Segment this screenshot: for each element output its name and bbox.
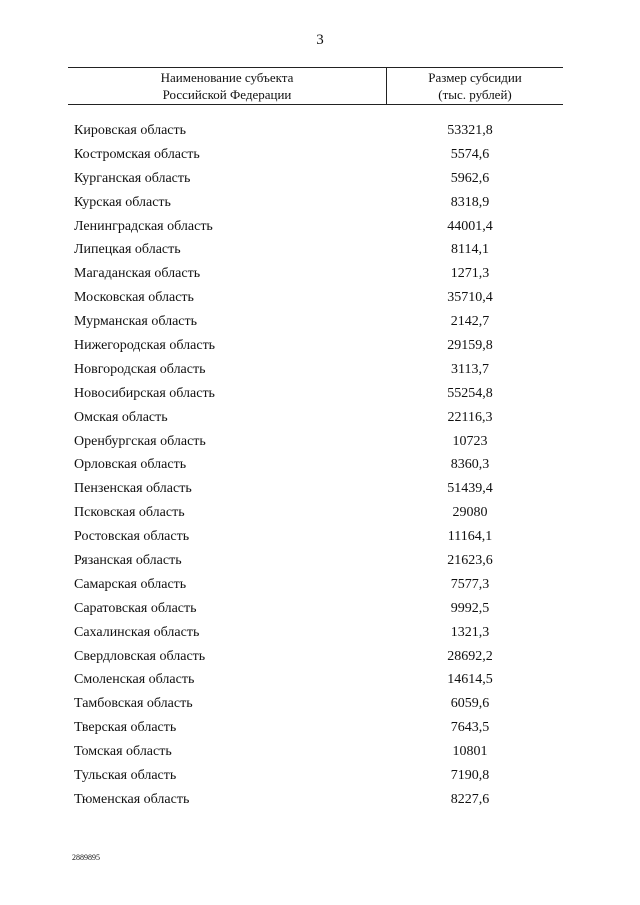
region-name: Ростовская область (74, 529, 190, 545)
subsidy-value: 7577,3 (450, 576, 490, 592)
table-row (74, 788, 563, 812)
table-row (74, 668, 563, 692)
region-name: Нижегородская область (74, 337, 216, 353)
table-row (74, 238, 563, 262)
subsidy-value: 22116,3 (447, 409, 493, 425)
table-row (74, 764, 563, 788)
region-name: Оренбургская область (74, 433, 206, 449)
subsidy-value: 5574,6 (450, 146, 490, 162)
table-row (74, 382, 563, 406)
region-name: Новосибирская область (74, 385, 215, 401)
table-row (74, 525, 563, 549)
subsidy-value: 7190,8 (450, 767, 490, 783)
table-body (74, 119, 563, 812)
region-name: Новгородская область (74, 361, 206, 377)
subsidy-value: 44001,4 (447, 218, 493, 234)
region-name: Сахалинская область (74, 624, 200, 640)
region-name: Курская область (74, 194, 171, 210)
region-name: Омская область (74, 409, 168, 425)
header-subsidy-amount (387, 68, 563, 104)
subsidy-value: 51439,4 (447, 481, 493, 497)
subsidy-value: 8360,3 (450, 457, 490, 473)
region-name: Костромская область (74, 146, 200, 162)
region-name: Тверская область (74, 720, 177, 736)
subsidy-value: 1321,3 (450, 624, 490, 640)
header-region-line1: Наименование субъекта (160, 70, 294, 85)
table-row (74, 597, 563, 621)
table-row (74, 621, 563, 645)
subsidy-value: 8318,9 (450, 194, 490, 210)
subsidy-value: 35710,4 (447, 290, 493, 306)
subsidy-value: 29159,8 (447, 337, 493, 353)
subsidy-value: 14614,5 (447, 672, 493, 688)
region-name: Магаданская область (74, 266, 201, 282)
document-code: 2889895 (72, 853, 100, 862)
table-row (74, 406, 563, 430)
header-subsidy-line2: (тыс. рублей) (438, 87, 512, 102)
region-name: Рязанская область (74, 552, 182, 568)
table-row (74, 740, 563, 764)
header-subsidy-line1: Размер субсидии (428, 70, 522, 85)
region-name: Саратовская область (74, 600, 197, 616)
table-row (74, 143, 563, 167)
table-row (74, 334, 563, 358)
region-name: Мурманская область (74, 314, 198, 330)
subsidy-value: 55254,8 (447, 385, 493, 401)
subsidy-value: 1271,3 (450, 266, 490, 282)
table-row (74, 501, 563, 525)
table-row (74, 477, 563, 501)
region-name: Тамбовская область (74, 696, 193, 712)
region-name: Ленинградская область (74, 218, 213, 234)
region-name: Орловская область (74, 457, 187, 473)
subsidy-value: 8227,6 (450, 791, 490, 807)
table-header (68, 67, 563, 105)
table-row (74, 358, 563, 382)
table-row (74, 215, 563, 239)
table-row (74, 286, 563, 310)
table-row (74, 167, 563, 191)
region-name: Самарская область (74, 576, 187, 592)
subsidy-value: 3113,7 (451, 361, 489, 377)
region-name: Тульская область (74, 767, 177, 783)
region-name: Пензенская область (74, 481, 192, 497)
table-row (74, 573, 563, 597)
subsidy-value: 53321,8 (447, 122, 493, 138)
table-row (74, 262, 563, 286)
region-name: Свердловская область (74, 648, 206, 664)
subsidy-value: 28692,2 (447, 648, 493, 664)
region-name: Липецкая область (74, 242, 181, 258)
table-row (74, 430, 563, 454)
table-row (74, 716, 563, 740)
subsidy-value: 6059,6 (450, 696, 490, 712)
region-name: Смоленская область (74, 672, 195, 688)
region-name: Московская область (74, 290, 194, 306)
region-name: Кировская область (74, 122, 187, 138)
subsidy-value: 10723 (452, 433, 488, 449)
subsidy-value: 2142,7 (450, 314, 490, 330)
subsidy-value: 10801 (452, 744, 488, 760)
subsidy-value: 7643,5 (450, 720, 490, 736)
subsidy-value: 8114,1 (451, 242, 489, 258)
region-name: Курганская область (74, 170, 191, 186)
subsidy-value: 29080 (452, 505, 488, 521)
subsidy-value: 21623,6 (447, 552, 493, 568)
region-name: Томская область (74, 744, 172, 760)
subsidy-value: 11164,1 (447, 529, 493, 545)
subsidy-value: 9992,5 (450, 600, 490, 616)
header-region-line2: Российской Федерации (162, 87, 292, 102)
table-row (74, 453, 563, 477)
region-name: Тюменская область (74, 791, 190, 807)
table-row (74, 549, 563, 573)
table-row (74, 191, 563, 215)
table-row (74, 645, 563, 669)
table-row (74, 692, 563, 716)
header-region-name (68, 68, 387, 104)
subsidy-value: 5962,6 (450, 170, 490, 186)
table-row (74, 310, 563, 334)
region-name: Псковская область (74, 505, 185, 521)
table-row (74, 119, 563, 143)
page-number: 3 (316, 32, 324, 48)
